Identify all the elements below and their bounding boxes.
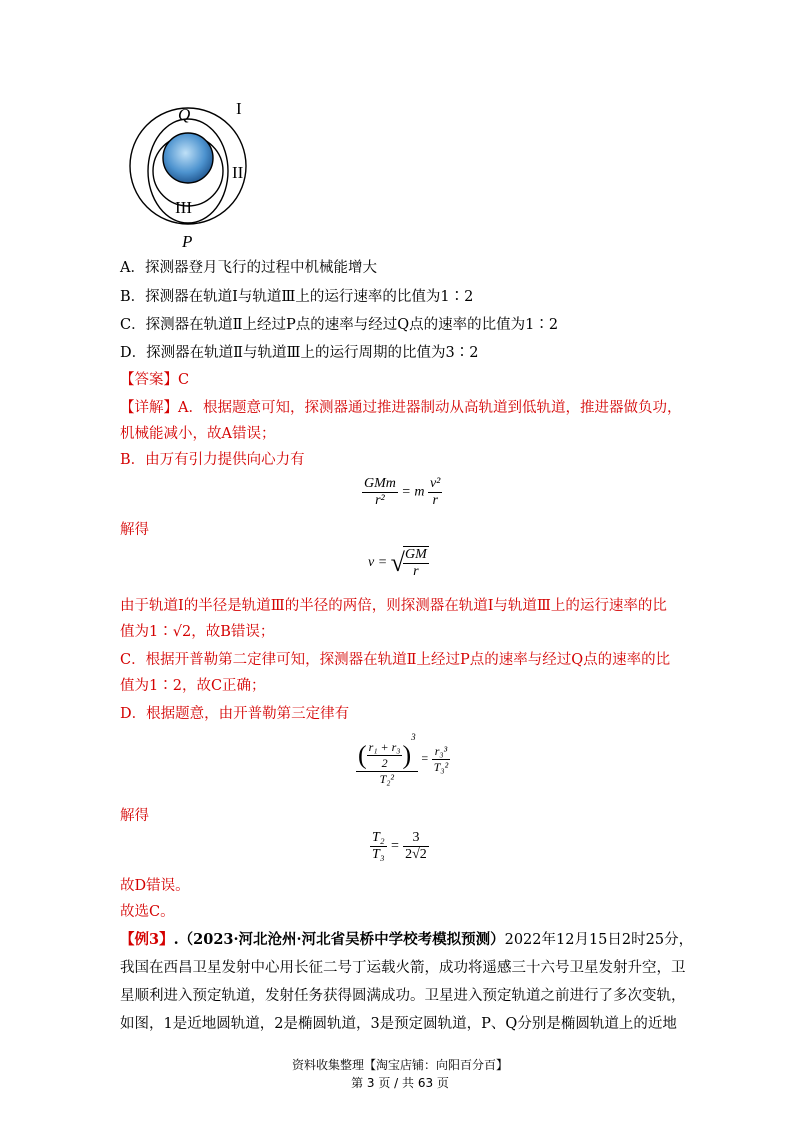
option-c: C．探测器在轨道Ⅱ上经过P点的速率与经过Q点的速率的比值为1∶2 [120, 317, 559, 333]
label-orbit-3: III [175, 198, 192, 217]
eq1-right-numerator: v² [429, 476, 441, 491]
eq4-denominator: T₃ [372, 847, 385, 862]
example-intro: 2022年12月15日2时25分， [504, 932, 694, 948]
detail-line-8: D．根据题意，由开普勒第三定律有 [120, 706, 350, 722]
eq3-denominator: T₂² [356, 771, 418, 787]
eq2-lhs: v = [368, 555, 388, 571]
equation-period-ratio [370, 830, 429, 863]
eq1-equals: = m [401, 484, 425, 500]
example-line-2: 我国在西昌卫星发射中心用长征二号丁运载火箭，成功将遥感三十六号卫星发射升空，卫 [120, 960, 686, 976]
option-b: B．探测器在轨道Ⅰ与轨道Ⅲ上的运行速率的比值为1∶2 [120, 289, 474, 305]
eq4-right-numerator: 3 [412, 830, 420, 845]
eq4-right-denominator: 2√2 [405, 847, 427, 862]
eq3-inner-denominator: 2 [367, 755, 403, 771]
example-source: .（2023·河北沧州·河北省吴桥中学校考模拟预测） [173, 931, 505, 948]
label-orbit-2: II [232, 163, 244, 182]
eq3-right-denominator: T₃² [433, 759, 449, 774]
label-q: Q [178, 105, 191, 124]
detail-line-7: 值为1∶2，故C正确； [120, 678, 266, 694]
eq4-numerator: T₂ [372, 830, 385, 845]
moon-body [163, 133, 213, 183]
eq3-power: 3 [411, 732, 416, 742]
equation-gravity [362, 476, 442, 509]
eq2-denominator: r [403, 563, 429, 580]
label-orbit-1: I [236, 99, 242, 118]
detail-line-4: 由于轨道Ⅰ的半径是轨道Ⅲ的半径的两倍，则探测器在轨道Ⅰ与轨道Ⅲ上的运行速率的比 [120, 598, 667, 614]
equation-velocity: v = √ $\frac{GM}{r}$ [368, 547, 427, 579]
eq3-inner-numerator: r₁ + r₃ [368, 739, 401, 754]
equation-kepler: ( $\frac{\text{r₁ + r₃}}{2}$ )$^3$ T₂² = $\frac{\text{r₃³}}{\text{T₃²}}$ [358, 732, 449, 786]
detail-line-9: 故D错误。 [120, 878, 190, 894]
answer-label: 【答案】C [120, 372, 190, 388]
detail-line-10: 故选C。 [120, 904, 175, 920]
solve-label-1: 解得 [120, 522, 149, 538]
label-p: P [182, 232, 193, 251]
detail-line-2: 机械能减小，故A错误； [120, 426, 276, 442]
detail-line-5: 值为1∶√2，故B错误； [120, 624, 275, 640]
detail-line-1: 【详解】A．根据题意可知，探测器通过推进器制动从高轨道到低轨道，推进器做负功， [120, 400, 682, 416]
eq4-equals: = [390, 838, 400, 854]
eq1-numerator: GMm [364, 476, 396, 491]
orbit-diagram [118, 96, 268, 256]
eq1-right-denominator: r [428, 492, 442, 509]
footer-page-number: 第 3 页 / 共 63 页 [351, 1076, 449, 1090]
eq1-denominator: r² [362, 492, 398, 509]
example-line-3: 星顺利进入预定轨道，发射任务获得圆满成功。卫星进入预定轨道之前进行了多次变轨， [120, 988, 686, 1004]
detail-line-6: C．根据开普勒第二定律可知，探测器在轨道Ⅱ上经过P点的速率与经过Q点的速率的比 [120, 652, 671, 668]
eq3-right-numerator: r₃³ [434, 743, 448, 758]
option-d: D．探测器在轨道Ⅱ与轨道Ⅲ上的运行周期的比值为3∶2 [120, 345, 479, 361]
option-a: A．探测器登月飞行的过程中机械能增大 [120, 260, 377, 276]
example-tag: 【例3】 [120, 931, 174, 948]
detail-line-3: B．由万有引力提供向心力有 [120, 452, 305, 468]
eq3-equals: = [420, 751, 429, 766]
eq2-numerator: GM [404, 547, 427, 562]
example-line-1 [120, 930, 693, 950]
example-line-4: 如图，1是近地圆轨道，2是椭圆轨道，3是预定圆轨道，P、Q分别是椭圆轨道上的近地 [120, 1016, 677, 1032]
footer-source: 资料收集整理【淘宝店铺：向阳百分百】 [291, 1058, 508, 1072]
solve-label-2: 解得 [120, 808, 149, 824]
